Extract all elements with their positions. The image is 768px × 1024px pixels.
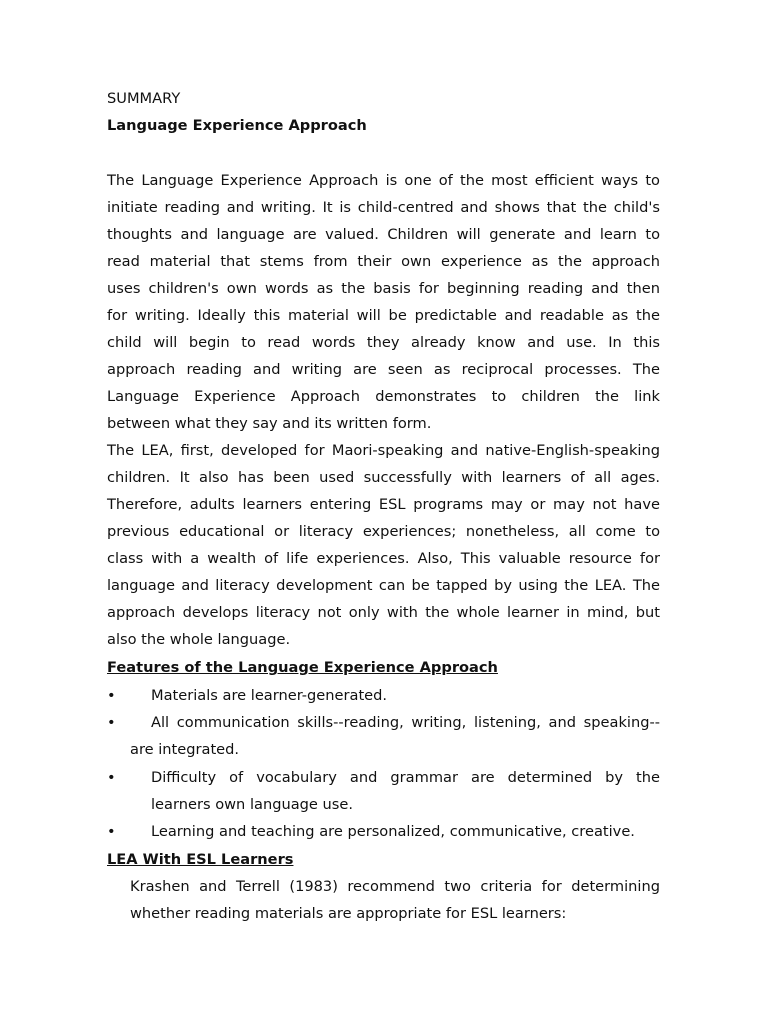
paragraph-line: The LEA, first, developed for Maori-speaking and native-English-speaking: [107, 442, 660, 459]
paragraph-line: Language Experience Approach demonstrates to children the link: [107, 388, 660, 405]
features-heading: Features of the Language Experience Approach: [107, 659, 498, 676]
paragraph-line: uses children's own words as the basis for beginning reading and then: [107, 280, 660, 297]
paragraph-line: read material that stems from their own experience as the approach: [107, 253, 660, 270]
list-item-text: learners own language use.: [151, 796, 353, 813]
paragraph-line: whether reading materials are appropriate for ESL learners:: [130, 905, 567, 922]
paragraph-line: class with a wealth of life experiences. Also, This valuable resource for: [107, 550, 660, 567]
esl-heading: LEA With ESL Learners: [107, 851, 294, 868]
document-title: Language Experience Approach: [107, 117, 367, 134]
list-item-text: Difficulty of vocabulary and grammar are determined by the: [151, 769, 660, 786]
paragraph-line: between what they say and its written form.: [107, 415, 432, 432]
paragraph-line: approach develops literacy not only with the whole learner in mind, but: [107, 604, 660, 621]
list-item-text: are integrated.: [130, 741, 240, 758]
paragraph-line: The Language Experience Approach is one of the most efficient ways to: [107, 172, 660, 189]
list-item-text: Materials are learner-generated.: [151, 687, 388, 704]
bullet-marker: •: [107, 769, 116, 786]
paragraph-line: thoughts and language are valued. Children will generate and learn to: [107, 226, 660, 243]
paragraph-line: Therefore, adults learners entering ESL programs may or may not have: [107, 496, 660, 513]
bullet-marker: •: [107, 714, 116, 731]
paragraph-line: approach reading and writing are seen as reciprocal processes. The: [107, 361, 660, 378]
paragraph-line: also the whole language.: [107, 631, 291, 648]
summary-label: SUMMARY: [107, 90, 181, 107]
list-item-text: All communication skills--reading, writing, listening, and speaking--: [151, 714, 660, 731]
bullet-marker: •: [107, 687, 116, 704]
paragraph-line: children. It also has been used successfully with learners of all ages.: [107, 469, 660, 486]
paragraph-line: for writing. Ideally this material will be predictable and readable as the: [107, 307, 660, 324]
bullet-marker: •: [107, 823, 116, 840]
paragraph-line: language and literacy development can be tapped by using the LEA. The: [107, 577, 660, 594]
list-item-text: Learning and teaching are personalized, communicative, creative.: [151, 823, 635, 840]
paragraph-line: Krashen and Terrell (1983) recommend two criteria for determining: [130, 878, 660, 895]
paragraph-line: initiate reading and writing. It is child-centred and shows that the child's: [107, 199, 660, 216]
paragraph-line: previous educational or literacy experiences; nonetheless, all come to: [107, 523, 660, 540]
paragraph-line: child will begin to read words they already know and use. In this: [107, 334, 660, 351]
